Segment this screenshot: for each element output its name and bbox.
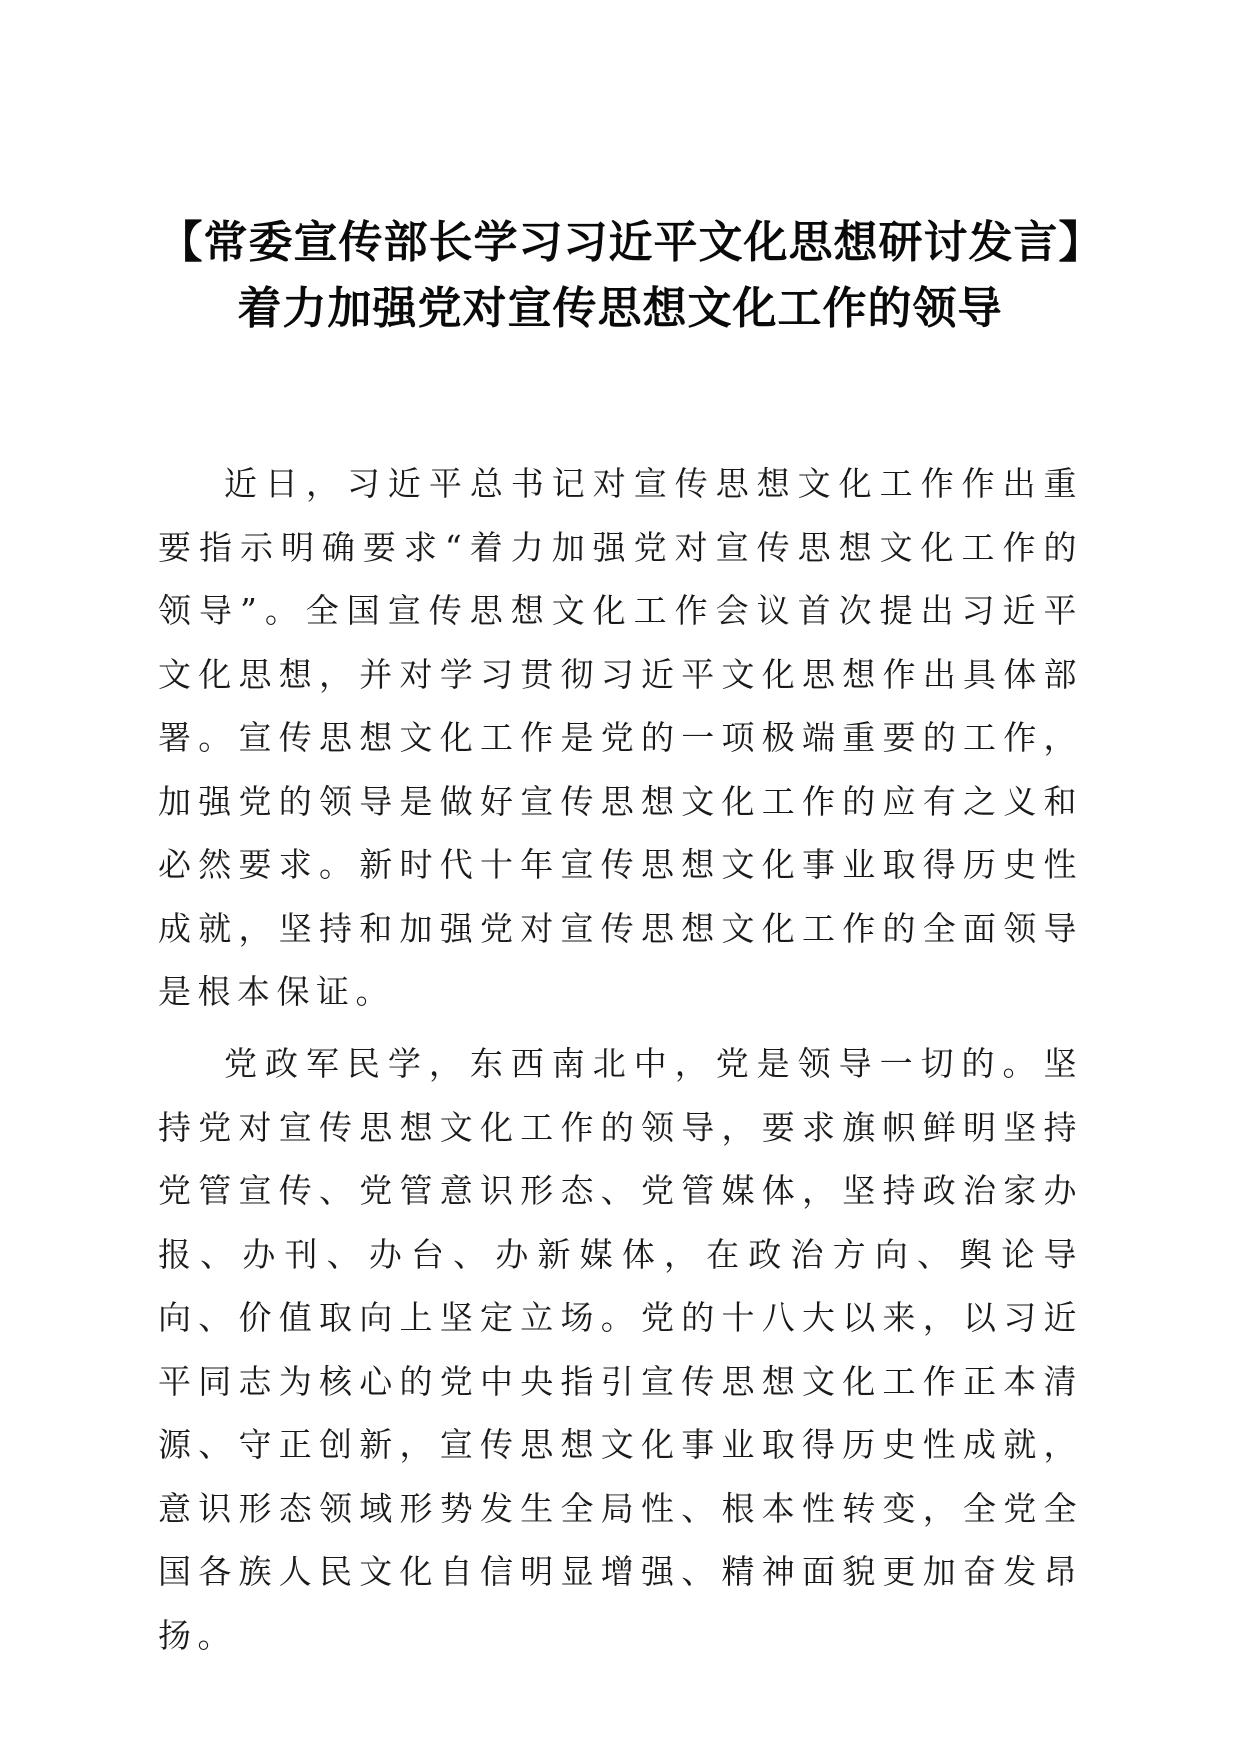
body-paragraph: 近日，习近平总书记对宣传思想文化工作作出重要指示明确要求“着力加强党对宣传思想文化工作的领导”。全国宣传思想文化工作会议首次提出习近平文化思想，并对学习贯彻习近平文化思想作出具体部署。宣传思想文化工作是党的一项极端重要的工作，加强党的领导是做好宣传思想文化工作的应有之义和必然要求。新时代十年宣传思想文化事业取得历史性成就，坚持和加强党对宣传思想文化工作的全面领导是根本保证。: [158, 464, 1083, 1011]
body-paragraph: 党政军民学，东西南北中，党是领导一切的。坚持党对宣传思想文化工作的领导，要求旗帜鲜明坚持党管宣传、党管意识形态、党管媒体，坚持政治家办报、办刊、办台、办新媒体，在政治方向、舆论导向、价值取向上坚定立场。党的十八大以来，以习近平同志为核心的党中央指引宣传思想文化工作正本清源、守正创新，宣传思想文化事业取得历史性成就，意识形态领域形势发生全局性、根本性转变，全党全国各族人民文化自信明显增强、精神面貌更加奋发昂扬。: [158, 1044, 1083, 1655]
document-title: 【常委宣传部长学习习近平文化思想研讨发言】着力加强党对宣传思想文化工作的领导: [158, 217, 1082, 334]
